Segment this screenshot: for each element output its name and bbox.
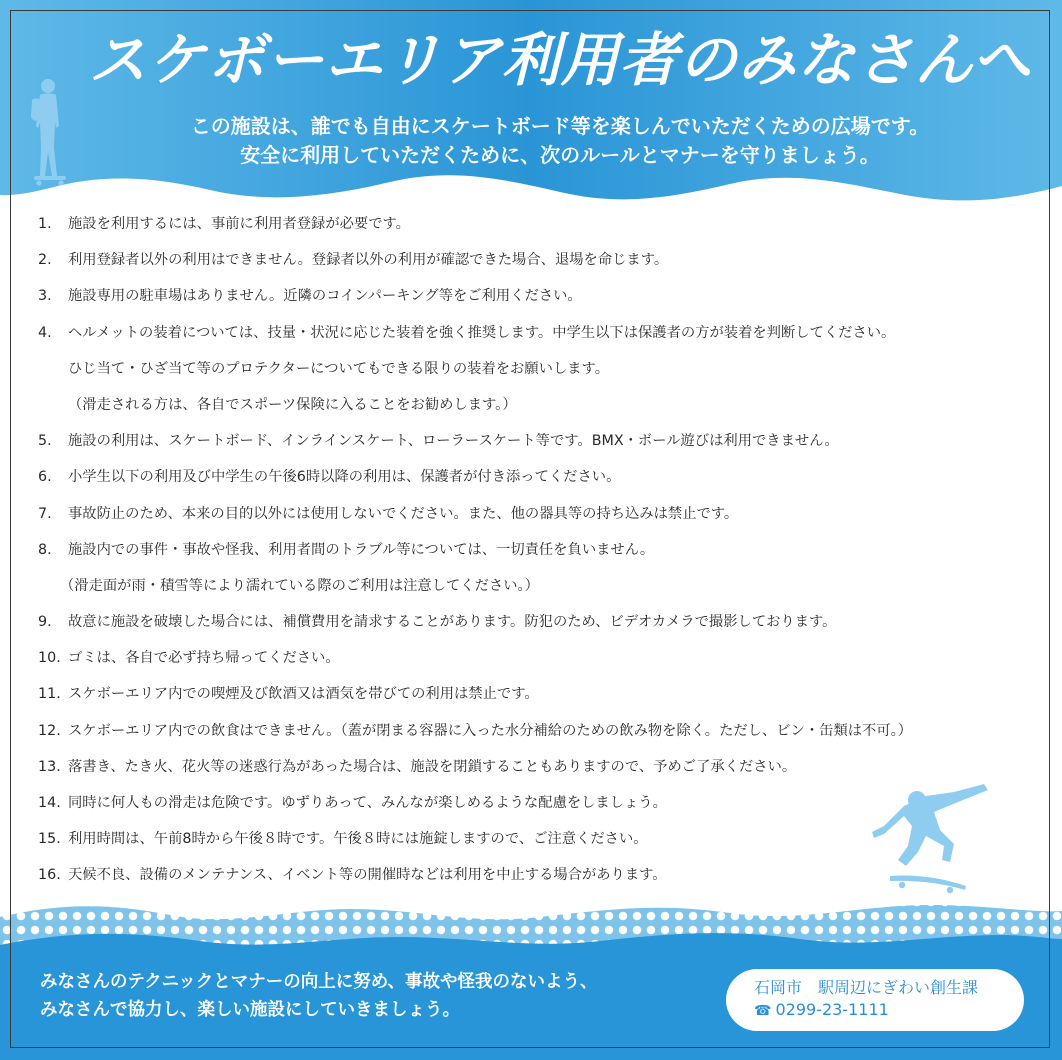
rule-text: 施設の利用は、スケートボード、インラインスケート、ローラースケート等です。BMX・ボール遊びは利用できません。 [68,433,839,450]
rule-number: 6. [38,469,52,486]
footer-message-line: みなさんのテクニックとマナーの向上に努め、事故や怪我のないよう、 [40,972,598,992]
rule-number: 12. [38,722,61,739]
phone-icon: ☎ [754,1003,772,1019]
contact-department: 石岡市 駅周辺にぎわい創生課 [754,978,979,997]
rule-item [38,242,1058,278]
rule-note: （滑走される方は、各自でスポーツ保険に入ることをお勧めします。） [68,396,517,413]
rule-item [38,676,1058,712]
rule-continuation: ひじ当て・ひざ当て等のプロテクターについてもできる限りの装着をお願いします。 [68,360,609,377]
rule-text: 施設を利用するには、事前に利用者登録が必要です。 [68,216,410,232]
contact-phone-row [754,999,1024,1022]
rule-item [38,713,1058,749]
footer-message-line: みなさんで協力し、楽しい施設にしていきましょう。 [40,1000,460,1020]
rule-number: 9. [38,614,52,631]
rule-text: スケボーエリア内での喫煙及び飲酒又は酒気を帯びての利用は禁止です。 [68,686,539,703]
contact-phone[interactable]: 0299-23-1111 [775,1000,889,1019]
intro-text [60,112,1060,170]
rule-text: スケボーエリア内での飲食はできません。（蓋が閉まる容器に入った水分補給のための飲み物を除く。ただし、ビン・缶類は不可。） [68,722,913,739]
rule-text: ゴミは、各自で必ず持ち帰ってください。 [68,650,340,667]
rule-text: 同時に何人もの滑走は危険です。ゆずりあって、みんなが楽しめるような配慮をしましょう。 [68,795,667,811]
rule-item [38,532,1058,604]
rule-text: 落書き、たき火、花火等の迷惑行為があった場合は、施設を閉鎖することもありますので、予めご了承ください。 [68,758,797,775]
intro-line: 安全に利用していただくために、次のルールとマナーを守りましょう。 [240,143,880,167]
rule-text: ヘルメットの装着については、技量・状況に応じた装着を強く推奨します。中学生以下は保護者の方が装着を判断してください。 [68,324,896,341]
rule-item [38,496,1058,532]
rule-number: 4. [38,324,52,341]
rule-number: 8. [38,541,52,558]
contact-box [726,969,1024,1031]
rule-item [38,423,1058,459]
rule-text: 利用時間は、午前8時から午後８時です。午後８時には施錠しますので、ご注意ください。 [68,831,648,848]
rule-note: （滑走面が雨・積雪等により濡れている際のご利用は注意してください。） [60,577,539,594]
rule-item [38,315,1058,424]
rule-text: 施設専用の駐車場はありません。近隣のコインパーキング等をご利用ください。 [68,288,582,305]
rule-item [38,459,1058,495]
rule-text: 利用登録者以外の利用はできません。登録者以外の利用が確認できた場合、退場を命じます。 [68,252,669,269]
rule-number: 13. [38,758,61,775]
footer-message [40,968,720,1024]
intro-line: この施設は、誰でも自由にスケートボード等を楽しんでいただくための広場です。 [190,114,930,138]
rule-text: 天候不良、設備のメンテナンス、イベント等の開催時などは利用を中止する場合があります。 [68,867,667,884]
skateboarder-standing-icon [26,76,76,188]
rule-number: 1. [38,216,52,232]
rule-text: 小学生以下の利用及び中学生の午後6時以降の利用は、保護者が付き添ってください。 [68,469,621,486]
rule-item [38,749,1058,785]
rule-number: 3. [38,288,52,305]
skateboarder-jumping-icon [862,782,1002,896]
rule-item [38,278,1058,314]
rule-item [38,206,1058,242]
rule-number: 14. [38,795,61,811]
rule-number: 11. [38,686,61,703]
rule-text: 施設内での事件・事故や怪我、利用者間のトラブル等については、一切責任を負いません。 [68,541,655,558]
rule-item [38,640,1058,676]
rule-text: 故意に施設を破壊した場合には、補償費用を請求することがあります。防犯のため、ビデオカメラで撮影しております。 [68,614,837,631]
rule-number: 16. [38,867,61,884]
rule-number: 5. [38,433,52,450]
rule-number: 10. [38,650,61,667]
rule-number: 15. [38,831,61,848]
page-title: スケボーエリア利用者のみなさんへ [88,26,1032,94]
rule-item [38,604,1058,640]
rule-number: 7. [38,505,52,522]
rule-text: 事故防止のため、本来の目的以外には使用しないでください。また、他の器具等の持ち込みは禁止です。 [68,505,739,522]
rule-number: 2. [38,252,52,269]
